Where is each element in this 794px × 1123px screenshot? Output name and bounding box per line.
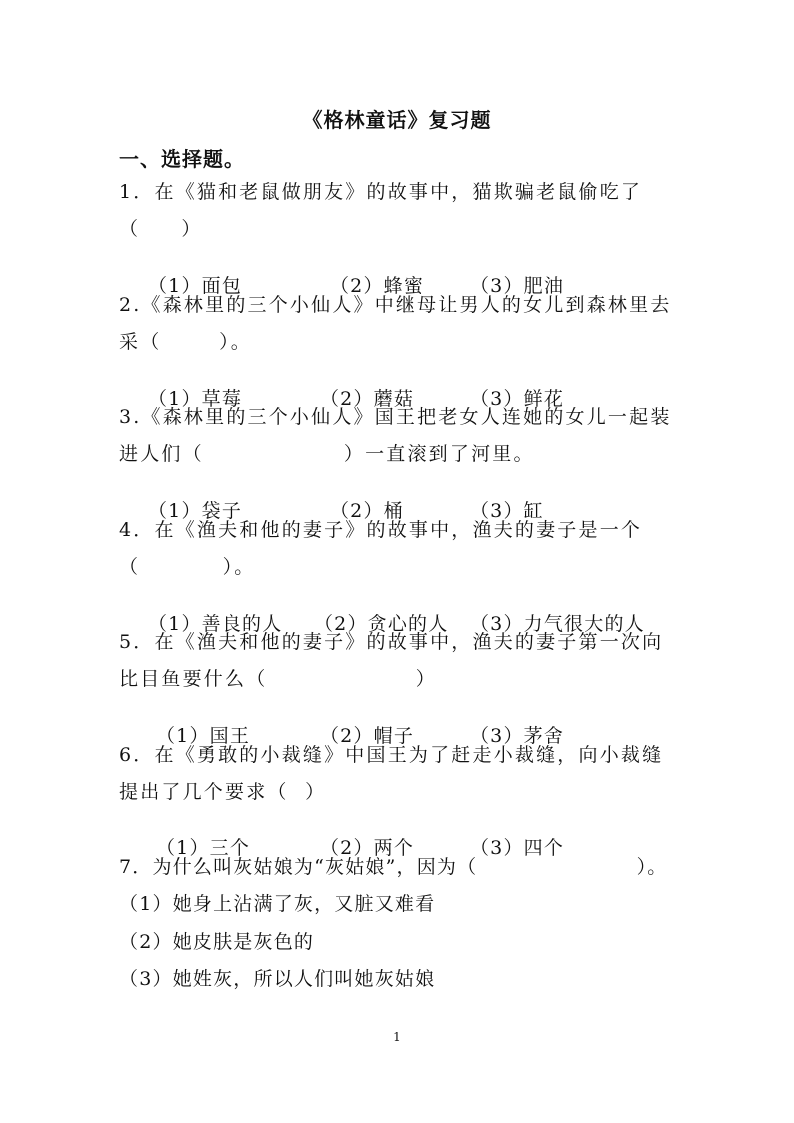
question-7-line-1: 7．为什么叫灰姑娘为“灰姑娘”，因为（ ）。: [119, 856, 668, 878]
option: （1）国王: [155, 725, 251, 747]
option: （1）善良的人: [147, 613, 283, 635]
question-4-line-1: 4．在《渔夫和他的妻子》的故事中，渔夫的妻子是一个: [119, 519, 643, 541]
question-5-line-1: 5．在《渔夫和他的妻子》的故事中，渔夫的妻子第一次向: [119, 631, 664, 653]
question-5-line-2: 比目鱼要什么（ ）: [119, 668, 437, 690]
option: （3）四个: [469, 837, 565, 859]
question-1-line-2: （ ）: [119, 218, 203, 240]
option: （3）力气很大的人: [469, 613, 645, 635]
question-1-line-1: 1．在《猫和老鼠做朋友》的故事中，猫欺骗老鼠偷吃了: [119, 181, 643, 203]
document-title: 《格林童话》复习题: [302, 108, 492, 132]
question-7-option-3: （3）她姓灰，所以人们叫她灰姑娘: [119, 968, 436, 990]
question-3-line-2: 进人们（ ）一直滚到了河里。: [119, 443, 535, 465]
option: （1）袋子: [147, 500, 243, 522]
option: （3）肥油: [469, 275, 565, 297]
question-6-line-1: 6．在《勇敢的小裁缝》中国王为了赶走小裁缝，向小裁缝: [119, 744, 664, 766]
option: （2）蘑菇: [319, 388, 415, 410]
option: （1）三个: [155, 837, 251, 859]
question-2-line-2: 采（ ）。: [119, 331, 252, 353]
option: （2）帽子: [319, 725, 415, 747]
question-7-option-1: （1）她身上沾满了灰，又脏又难看: [119, 893, 436, 915]
option: （2）蜂蜜: [329, 275, 425, 297]
option: （3）缸: [469, 500, 544, 522]
option: （2）两个: [319, 837, 415, 859]
question-2-line-1: 2.《森林里的三个小仙人》中继母让男人的女儿到森林里去: [119, 294, 672, 316]
question-4-line-2: （ ）。: [119, 556, 256, 578]
option: （2）桶: [329, 500, 404, 522]
option: （3）茅舍: [469, 725, 565, 747]
question-3-line-1: 3.《森林里的三个小仙人》国王把老女人连她的女儿一起装: [119, 406, 672, 428]
option: （1）草莓: [147, 388, 243, 410]
question-7-option-2: （2）她皮肤是灰色的: [119, 931, 315, 953]
page-number: 1: [393, 1030, 401, 1044]
option: （2）贪心的人: [313, 613, 449, 635]
question-6-line-2: 提出了几个要求（ ）: [119, 781, 327, 803]
section-heading: 一、选择题。: [119, 147, 245, 171]
option: （3）鲜花: [469, 388, 565, 410]
option: （1）面包: [147, 275, 243, 297]
